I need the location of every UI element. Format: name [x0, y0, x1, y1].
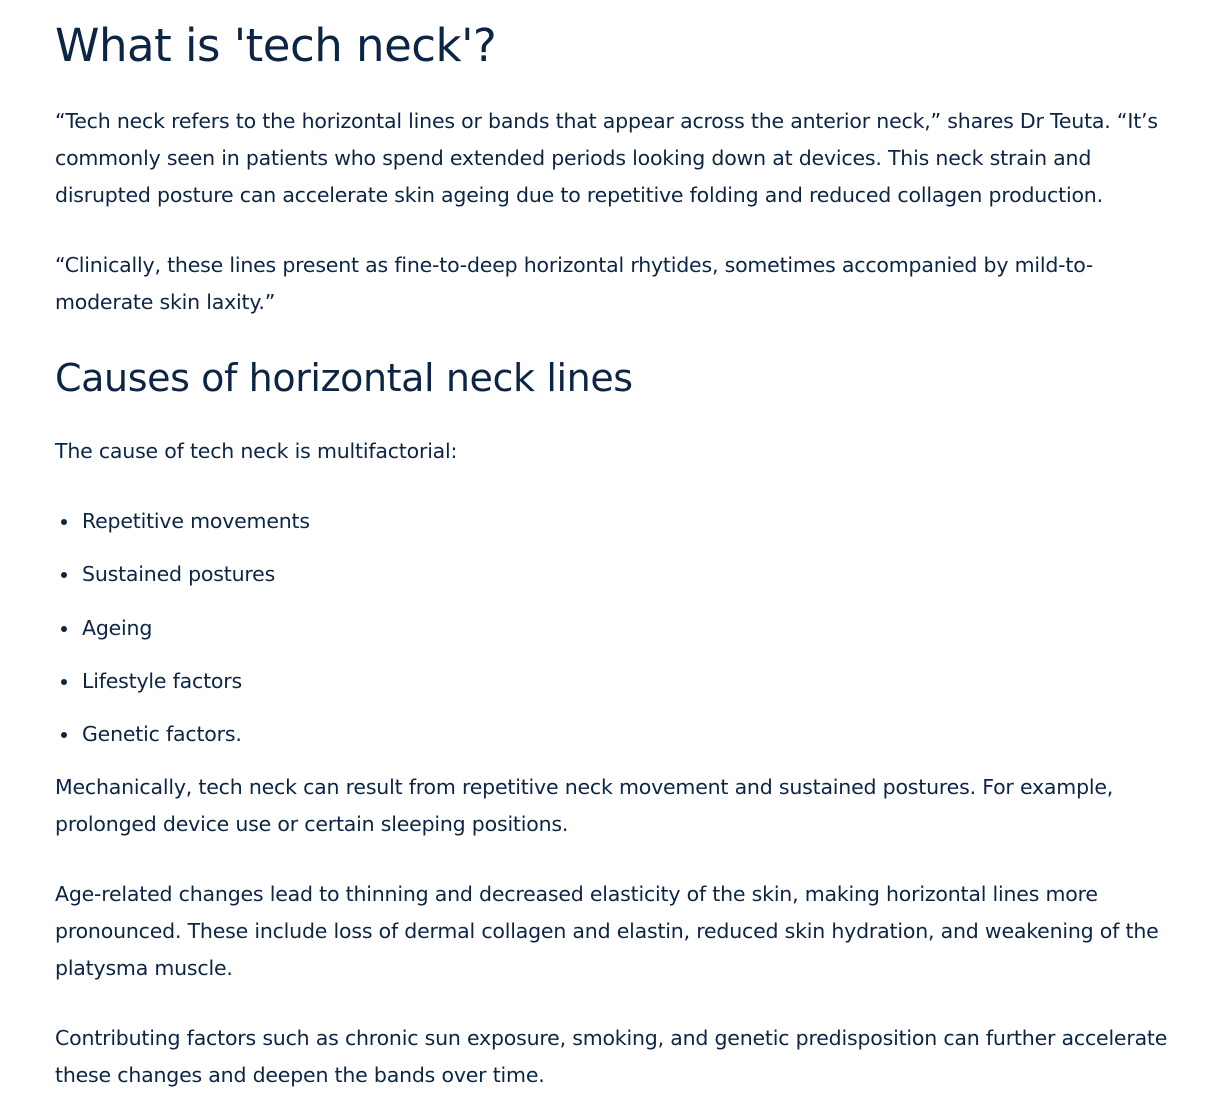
intro-paragraph-clinical: “Clinically, these lines present as fine-to-deep horizontal rhytides, sometimes accompanied by mild-to-moderate skin laxity.” — [55, 253, 1094, 314]
contributing-factors-paragraph: Contributing factors such as chronic sun exposure, smoking, and genetic predisposition can further accelerate these changes and deepen the bands over time. — [55, 1026, 1168, 1087]
intro-paragraph-quote: “Tech neck refers to the horizontal lines or bands that appear across the anterior neck,” shares Dr Teuta. “It’s commonly seen in patients who spend extended periods looking down at devices. This neck strain and disrupted posture can accelerate skin ageing due to repetitive folding and reduced collagen production. — [55, 109, 1158, 207]
list-item: Ageing — [55, 610, 655, 663]
age-paragraph: Age-related changes lead to thinning and decreased elasticity of the skin, making horizontal lines more pronounced. These include loss of dermal collagen and elastin, reduced skin hydration, and weakening of the platysma muscle. — [55, 882, 1159, 980]
list-item: Lifestyle factors — [55, 663, 655, 716]
causes-lead-paragraph: The cause of tech neck is multifactorial: — [55, 439, 458, 463]
list-item: Sustained postures — [55, 556, 655, 609]
mechanical-paragraph: Mechanically, tech neck can result from repetitive neck movement and sustained postures. For example, prolonged device use or certain sleeping positions. — [55, 775, 1114, 836]
causes-list — [55, 503, 655, 769]
section-heading-causes: Causes of horizontal neck lines — [55, 356, 633, 400]
page-title: What is 'tech neck'? — [55, 19, 497, 72]
list-item: Repetitive movements — [55, 503, 655, 556]
list-item: Genetic factors. — [55, 716, 655, 769]
